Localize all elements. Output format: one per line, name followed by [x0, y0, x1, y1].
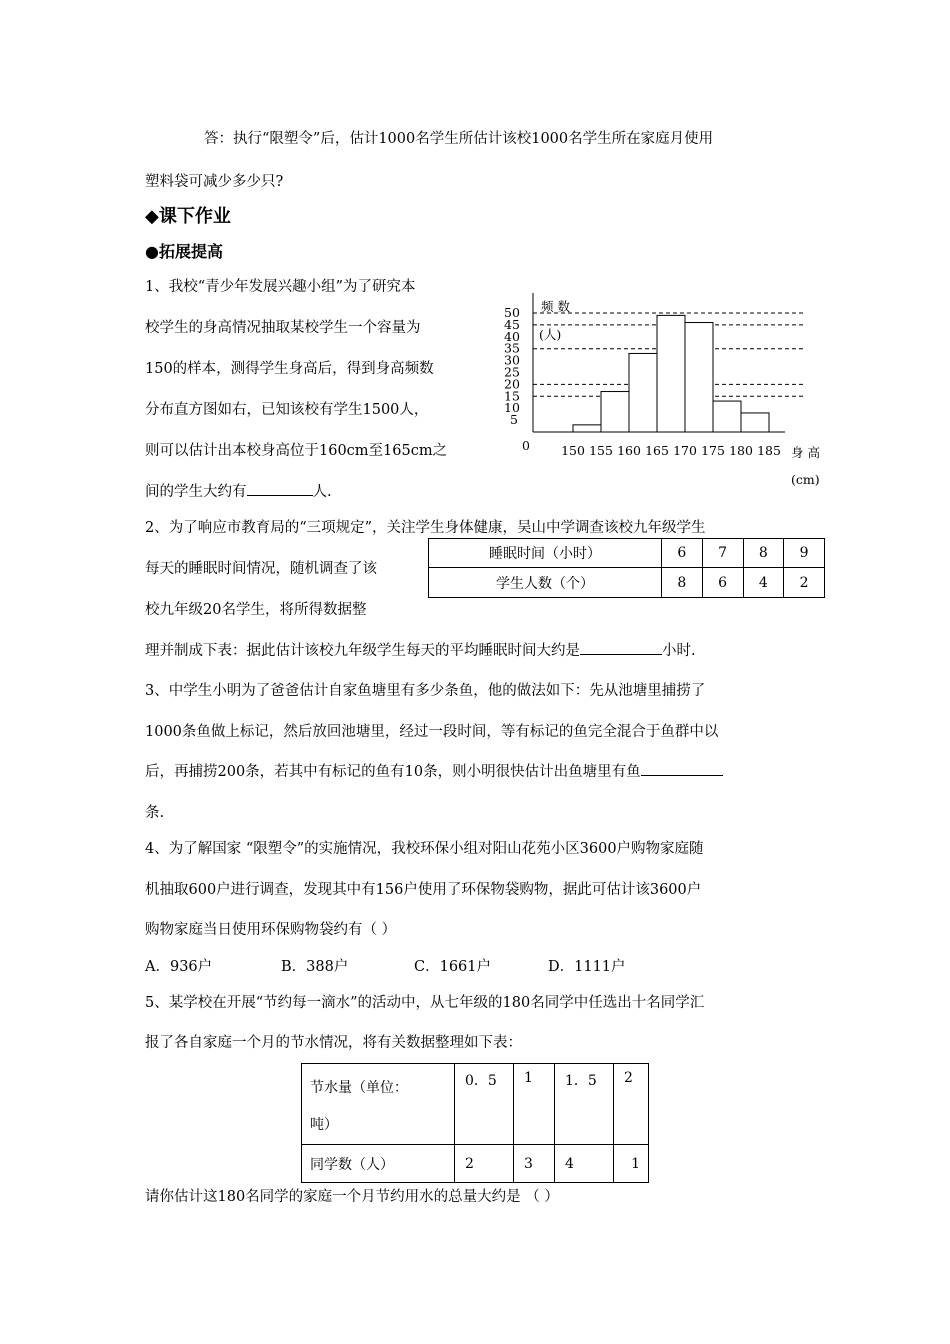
q4-option-c[interactable]: C．1661户 — [414, 959, 491, 975]
table-cell: 2 — [614, 1064, 649, 1145]
q3-line-3-text: 后，再捕捞200条，若其中有标记的鱼有10条，则小明很快估计出鱼塘里有鱼 — [145, 764, 641, 780]
q1-last-pre: 间的学生大约有 — [145, 484, 247, 500]
q2-line-4-post: 小时. — [662, 643, 696, 659]
q5-line-1: 5、某学校在开展“节约每一滴水”的活动中，从七年级的180名同学中任选出十名同学汇 — [145, 995, 705, 1011]
y-tick-label: 5 — [510, 412, 518, 428]
table-row — [302, 1145, 649, 1183]
water-header-label-a: 节水量（单位： — [310, 1080, 408, 1096]
subsection-title: ●拓展提高 — [145, 242, 223, 261]
table-cell: 3 — [514, 1145, 555, 1183]
table-cell: 1 — [614, 1145, 649, 1183]
q1-line-5: 则可以估计出本校身高位于160cm至165cm之 — [145, 443, 448, 459]
answer-line-2: 塑料袋可减少多少只? — [145, 174, 284, 190]
q1-line-2: 校学生的身高情况抽取某校学生一个容量为 — [145, 320, 421, 336]
table-row — [302, 1064, 649, 1145]
q4-option-a[interactable]: A．936户 — [145, 959, 213, 975]
q1-line-6 — [145, 480, 332, 501]
histogram-bar — [629, 353, 657, 432]
y-tick-label: 30 — [504, 352, 520, 368]
q5-line-2: 报了各自家庭一个月的节水情况，将有关数据整理如下表： — [145, 1035, 522, 1051]
x-tick-label: 185 — [757, 443, 781, 458]
table-cell: 6 — [662, 539, 703, 568]
q1-last-post: 人. — [312, 484, 332, 500]
x-tick-label: 170 — [673, 443, 697, 458]
histogram-bar — [741, 413, 769, 432]
origin-label: 0 — [522, 438, 530, 453]
table-cell: 2 — [784, 568, 825, 598]
y-tick-label: 25 — [504, 364, 520, 380]
q2-line-2: 每天的睡眠时间情况，随机调查了该 — [145, 561, 377, 577]
y-tick-label: 40 — [504, 328, 520, 344]
table-cell: 8 — [662, 568, 703, 598]
histogram-bar — [685, 323, 713, 432]
table-cell: 0．5 — [455, 1064, 514, 1145]
q4-option-d[interactable]: D．1111户 — [548, 959, 626, 975]
x-tick-label: 160 — [617, 443, 641, 458]
table-cell: 4 — [743, 568, 784, 598]
height-histogram — [495, 285, 855, 490]
q1-line-4: 分布直方图如右，已知该校有学生1500人， — [145, 402, 429, 418]
q3-answer-blank[interactable] — [641, 761, 723, 776]
y-tick-label: 20 — [504, 376, 520, 392]
table-cell: 1．5 — [555, 1064, 614, 1145]
x-tick-label: 155 — [589, 443, 613, 458]
table-cell: 6 — [702, 568, 743, 598]
q3-line-2: 1000条鱼做上标记，然后放回池塘里，经过一段时间，等有标记的鱼完全混合于鱼群中以 — [145, 724, 719, 740]
q1-answer-blank[interactable] — [247, 481, 313, 496]
q4-line-2: 机抽取600户进行调查，发现其中有156户使用了环保物袋购物，据此可估计该3600户 — [145, 882, 702, 898]
students-row-label: 学生人数（个） — [429, 568, 662, 598]
y-tick-label: 50 — [504, 305, 520, 320]
x-tick-label: 175 — [701, 443, 725, 458]
table-cell: 2 — [455, 1145, 514, 1183]
q1-line-3: 150的样本，测得学生身高后，得到身高频数 — [145, 361, 434, 377]
table-cell: 9 — [784, 539, 825, 568]
water-table — [301, 1063, 649, 1183]
q3-line-4: 条. — [145, 805, 165, 821]
q2-line-1: 2、为了响应市教育局的“三项规定”，关注学生身体健康，吴山中学调查该校九年级学生 — [145, 520, 706, 536]
sleep-table — [428, 538, 825, 598]
table-cell: 4 — [555, 1145, 614, 1183]
y-tick-label: 15 — [504, 388, 520, 404]
q2-line-4-pre: 理并制成下表：据此估计该校九年级学生每天的平均睡眠时间大约是 — [145, 643, 580, 659]
y-tick-label: 35 — [504, 340, 520, 356]
x-tick-label: 150 — [561, 443, 585, 458]
water-header-label — [302, 1064, 455, 1145]
sleep-header-label: 睡眠时间（小时） — [429, 539, 662, 568]
table-row — [429, 568, 825, 598]
q3-line-1: 3、中学生小明为了爸爸估计自家鱼塘里有多少条鱼，他的做法如下：先从池塘里捕捞了 — [145, 683, 706, 699]
histogram-bar — [601, 392, 629, 432]
section-title: ◆课下作业 — [145, 206, 231, 227]
table-row — [429, 539, 825, 568]
y-axis-label: 频 数 — [541, 299, 570, 314]
x-axis-unit: (cm) — [791, 472, 820, 487]
histogram-bar — [713, 401, 741, 432]
q4-line-1: 4、为了解国家 “限塑令”的实施情况，我校环保小组对阳山花苑小区3600户购物家庭随 — [145, 841, 704, 857]
x-tick-label: 180 — [729, 443, 753, 458]
q4-line-3: 购物家庭当日使用环保购物袋约有（ ） — [145, 922, 397, 938]
histogram-bar — [657, 315, 685, 432]
x-axis-label: 身 高 — [791, 445, 820, 460]
water-header-label-b: 吨） — [310, 1117, 338, 1133]
q5-last-line: 请你估计这180名同学的家庭一个月节约用水的总量大约是 （ ） — [145, 1189, 559, 1205]
answer-line-1: 答：执行“限塑令”后，估计1000名学生所估计该校1000名学生所在家庭月使用 — [204, 131, 714, 147]
q4-option-b[interactable]: B．388户 — [281, 959, 349, 975]
q2-line-3: 校九年级20名学生，将所得数据整 — [145, 602, 367, 618]
q2-answer-blank[interactable] — [580, 640, 662, 655]
table-cell: 1 — [514, 1064, 555, 1145]
y-axis-unit: (人) — [539, 327, 562, 342]
q1-line-1: 1、我校“青少年发展兴趣小组”为了研究本 — [145, 279, 416, 295]
q3-line-3 — [145, 760, 723, 781]
y-tick-label: 10 — [504, 400, 520, 416]
table-cell: 7 — [702, 539, 743, 568]
x-tick-label: 165 — [645, 443, 669, 458]
q2-line-4 — [145, 639, 696, 660]
table-cell: 8 — [743, 539, 784, 568]
water-row-label: 同学数（人） — [302, 1145, 455, 1183]
y-tick-label: 45 — [504, 316, 520, 332]
histogram-bar — [573, 425, 601, 432]
